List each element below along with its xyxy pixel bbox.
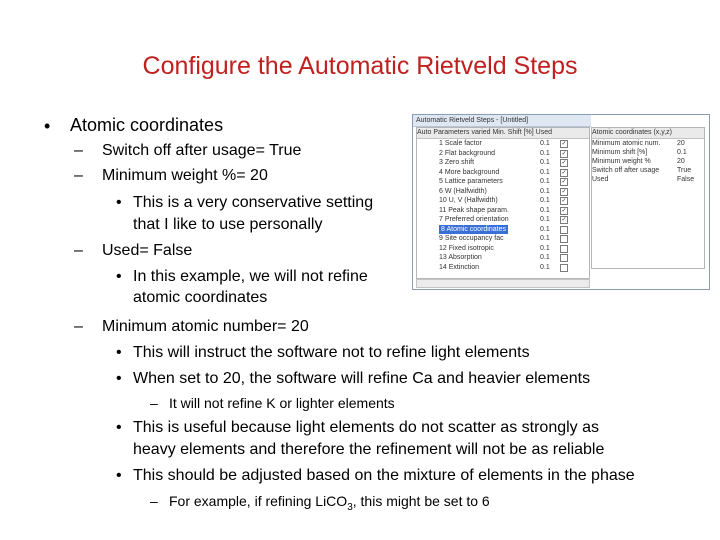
table-row[interactable] [417, 206, 589, 216]
row-value: 0.1 [540, 159, 550, 166]
dash-marker: – [150, 395, 158, 411]
table-row[interactable] [417, 215, 589, 225]
used-checkbox[interactable]: ✓ [561, 198, 567, 204]
row-value: 0.1 [540, 168, 550, 176]
row-value: 0.1 [540, 254, 550, 261]
used-checkbox[interactable]: ✓ [561, 207, 567, 214]
bullet-conservative-1: This is a very conservative setting [133, 194, 374, 211]
row-label: 4 More background [439, 168, 500, 176]
row-label: 10 U, V (Halfwidth) [439, 197, 498, 204]
bullet-adjusted: This should be adjusted based on the mixture of elements in the phase [133, 467, 635, 484]
row-label: 12 Fixed isotropic [439, 244, 494, 252]
bullet-useful-2: heavy elements and therefore the refinement will not be as reliable [133, 441, 605, 458]
bullet-not-refine-2: atomic coordinates [133, 289, 268, 306]
row-value: 0.1 [540, 187, 550, 195]
row-label: 11 Peak shape param. [439, 206, 509, 214]
bullet-switch-off: Switch off after usage= True [102, 142, 302, 159]
property-name: Minimum atomic num. [592, 140, 661, 147]
row-value: 0.1 [540, 216, 550, 223]
row-value: 0.1 [540, 206, 550, 214]
properties-title: Atomic coordinates (x,y,z) [592, 128, 704, 139]
row-value: 0.1 [540, 263, 550, 271]
used-checkbox[interactable] [560, 226, 568, 234]
bullet-marker: • [116, 194, 122, 211]
bullet-useful-1: This is useful because light elements do not scatter as strongly as [133, 419, 600, 436]
property-name: Switch off after usage [592, 167, 660, 174]
table-row[interactable] [417, 253, 589, 263]
used-checkbox[interactable]: ✓ [561, 169, 567, 176]
table-row[interactable] [417, 196, 589, 206]
property-row[interactable] [592, 157, 704, 166]
dash-marker: – [74, 242, 83, 259]
row-label: 13 Absorption [439, 254, 482, 261]
row-value: 0.1 [540, 235, 550, 242]
property-name: Minimum weight % [592, 158, 651, 165]
property-value: True [677, 167, 692, 174]
row-value: 0.1 [540, 140, 550, 147]
bullet-light-elements: This will instruct the software not to refine light elements [133, 344, 530, 361]
dash-marker: – [74, 142, 83, 159]
row-label: 7 Preferred orientation [439, 216, 509, 223]
property-row[interactable] [592, 148, 704, 157]
rietveld-steps-screenshot [412, 114, 710, 290]
table-row[interactable] [417, 158, 589, 168]
used-checkbox[interactable]: ✓ [561, 188, 567, 195]
table-header: Auto Parameters varied Min. Shift [%] Used [417, 128, 589, 139]
property-name: Minimum shift [%] [592, 149, 648, 156]
used-checkbox[interactable] [560, 245, 568, 253]
table-row[interactable] [417, 263, 589, 273]
table-row[interactable] [417, 234, 589, 244]
row-label: 8 Atomic coordinates [441, 225, 506, 233]
bullet-marker: • [116, 467, 122, 484]
bullet-min-weight: Minimum weight %= 20 [102, 167, 268, 184]
bullet-example-lico3: For example, if refining LiCO$_3$, this might be set to 6 [169, 493, 490, 513]
row-value: 0.1 [540, 244, 550, 252]
bullet-marker: • [116, 268, 122, 285]
property-value: False [677, 176, 695, 183]
dash-marker: – [74, 318, 83, 335]
row-label: 3 Zero shift [439, 159, 475, 166]
row-label: 1 Scale factor [439, 140, 482, 147]
table-row[interactable] [417, 187, 589, 197]
used-checkbox[interactable]: ✓ [561, 160, 567, 166]
bullet-marker: • [116, 419, 122, 436]
used-checkbox[interactable]: ✓ [561, 179, 567, 185]
horizontal-scrollbar[interactable] [416, 279, 590, 288]
property-name: Used [592, 176, 609, 183]
used-checkbox[interactable]: ✓ [561, 141, 567, 147]
table-row[interactable] [417, 149, 589, 159]
steps-table [416, 127, 590, 279]
dash-marker: – [150, 493, 158, 509]
window-title: Automatic Rietveld Steps - [Untitled] [413, 115, 591, 127]
bullet-not-refine-1: In this example, we will not refine [133, 268, 368, 285]
table-row[interactable] [417, 139, 589, 149]
property-row[interactable] [592, 139, 704, 148]
property-row[interactable] [592, 166, 704, 175]
bullet-used: Used= False [102, 242, 193, 259]
bullet-set-to-20: When set to 20, the software will refine Ca and heavier elements [133, 370, 591, 387]
table-row[interactable] [417, 244, 589, 254]
table-row[interactable] [417, 168, 589, 178]
dash-marker: – [74, 167, 83, 184]
slide-title: Configure the Automatic Rietveld Steps [142, 52, 578, 80]
row-value: 0.1 [540, 149, 550, 157]
property-value: 20 [677, 140, 685, 147]
bullet-atomic-coordinates: Atomic coordinates [70, 115, 224, 135]
used-checkbox[interactable] [560, 264, 568, 272]
row-label: 14 Extinction [439, 263, 480, 271]
used-checkbox[interactable]: ✓ [561, 217, 567, 223]
bullet-marker: • [116, 370, 122, 387]
row-value: 0.1 [540, 178, 550, 185]
properties-panel [591, 127, 705, 269]
row-label: 6 W (Halfwidth) [439, 187, 487, 195]
row-value: 0.1 [540, 225, 550, 233]
row-label: 5 Lattice parameters [439, 178, 503, 185]
property-value: 20 [677, 158, 685, 165]
bullet-min-atomic-number: Minimum atomic number= 20 [102, 318, 309, 335]
used-checkbox[interactable] [560, 254, 568, 262]
used-checkbox[interactable]: ✓ [561, 150, 567, 157]
bullet-marker: • [116, 344, 122, 361]
property-row[interactable] [592, 175, 704, 184]
property-value: 0.1 [677, 149, 687, 156]
bullet-k-lighter: It will not refine K or lighter elements [169, 395, 395, 411]
table-row[interactable] [417, 225, 589, 235]
bullet-conservative-2: that I like to use personally [133, 216, 323, 233]
used-checkbox[interactable] [560, 235, 568, 243]
row-value: 0.1 [540, 197, 550, 204]
table-row[interactable] [417, 177, 589, 187]
row-label: 2 Flat background [439, 149, 496, 157]
bullet-marker: • [44, 116, 51, 136]
row-label: 9 Site occupancy fac [439, 235, 504, 242]
